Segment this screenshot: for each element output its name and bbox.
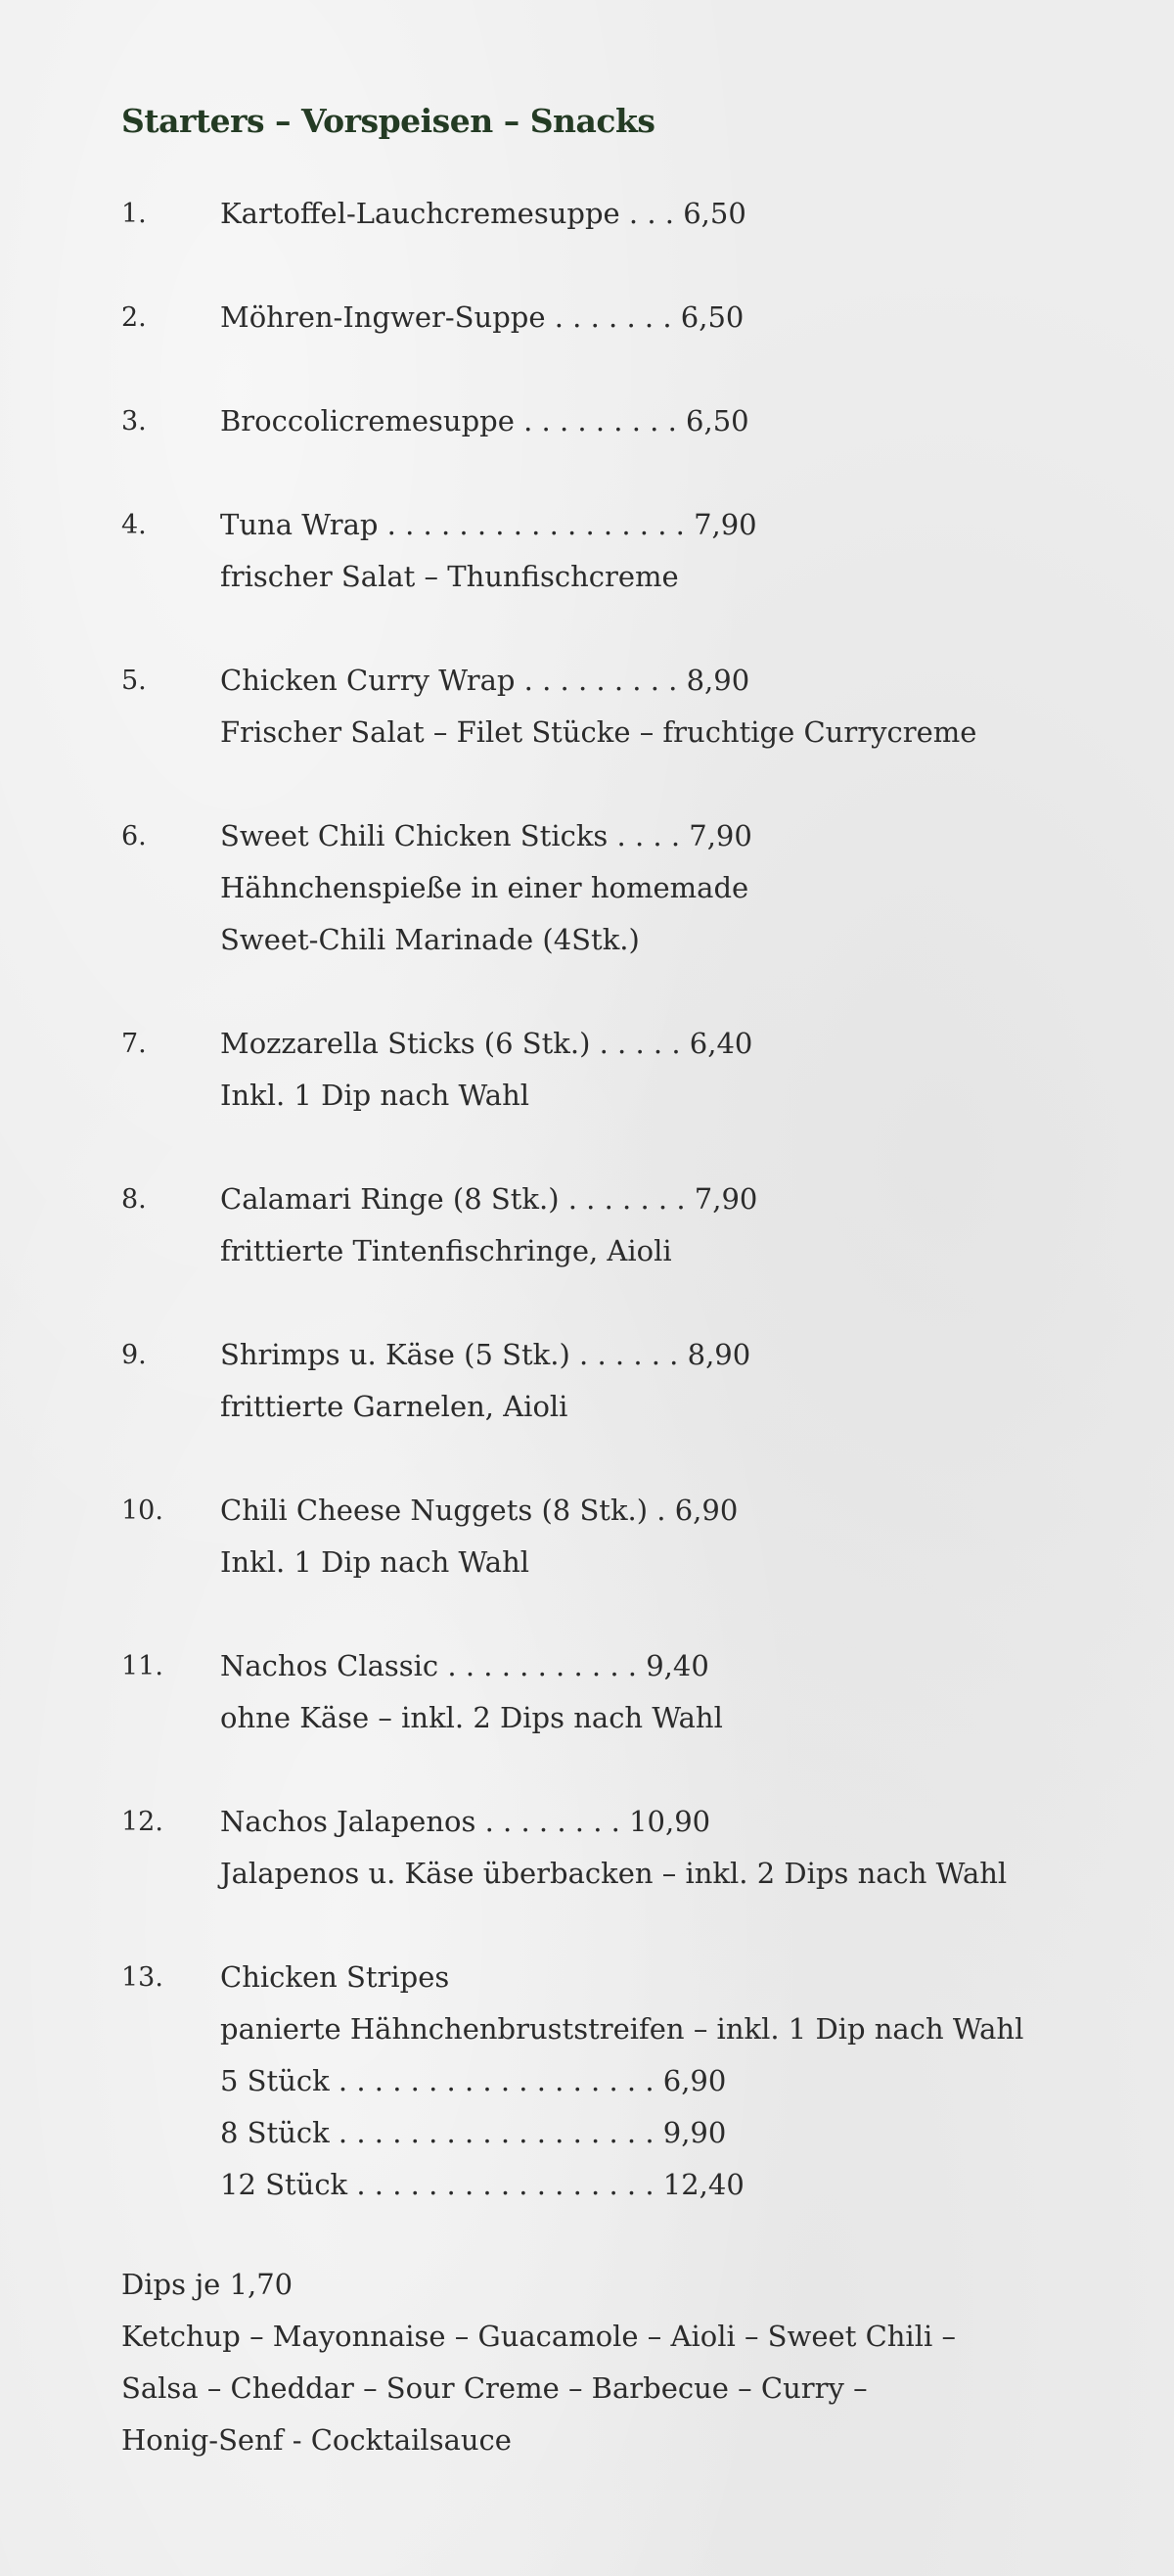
item-size-price: 5 Stück . . . . . . . . . . . . . . . . . . 6,90 [220, 2064, 727, 2097]
item-name-price: Sweet Chili Chicken Sticks . . . . 7,90 [220, 819, 752, 852]
item-number: 6. [121, 821, 147, 851]
item-number: 10. [121, 1495, 163, 1526]
item-description: frittierte Garnelen, Aioli [220, 1390, 568, 1423]
dips-list-line: Salsa – Cheddar – Sour Creme – Barbecue – Curry – [121, 2371, 868, 2405]
item-description: panierte Hähnchenbruststreifen – inkl. 1 Dip nach Wahl [220, 2012, 1024, 2046]
menu-item-list [121, 188, 1100, 2211]
item-name-price: Nachos Jalapenos . . . . . . . . 10,90 [220, 1805, 711, 1838]
item-description: frischer Salat – Thunfischcreme [220, 560, 679, 593]
item-content [220, 1018, 1100, 1122]
item-description: ohne Käse – inkl. 2 Dips nach Wahl [220, 1701, 723, 1734]
dips-list-line: Ketchup – Mayonnaise – Guacamole – Aioli – Sweet Chili – [121, 2320, 956, 2353]
item-content [220, 655, 1100, 759]
menu-item [121, 1640, 1100, 1744]
item-description: Sweet-Chili Marinade (4Stk.) [220, 923, 640, 956]
dips-heading: Dips je 1,70 [121, 2268, 294, 2301]
item-content [220, 1329, 1100, 1433]
menu-item [121, 1485, 1100, 1588]
menu-item [121, 499, 1100, 603]
item-description: Jalapenos u. Käse überbacken – inkl. 2 Dips nach Wahl [220, 1857, 1008, 1890]
item-size-price: 12 Stück . . . . . . . . . . . . . . . . . 12,40 [220, 2168, 745, 2201]
item-name-price: Tuna Wrap . . . . . . . . . . . . . . . . . 7,90 [220, 508, 757, 541]
item-content [220, 1640, 1100, 1744]
item-number: 9. [121, 1340, 147, 1370]
menu-item [121, 1796, 1100, 1900]
item-number: 5. [121, 666, 147, 696]
item-name-price: Calamari Ringe (8 Stk.) . . . . . . . 7,90 [220, 1182, 758, 1216]
item-content [220, 810, 1100, 966]
item-name-price: Kartoffel-Lauchcremesuppe . . . 6,50 [220, 197, 746, 230]
item-number: 3. [121, 406, 147, 437]
item-description: Inkl. 1 Dip nach Wahl [220, 1545, 530, 1579]
item-content [220, 292, 1100, 344]
menu-item [121, 1952, 1100, 2211]
item-name-price: Shrimps u. Käse (5 Stk.) . . . . . . 8,90 [220, 1338, 751, 1371]
item-number: 7. [121, 1029, 147, 1059]
item-name: Chicken Stripes [220, 1960, 450, 1994]
menu-item [121, 655, 1100, 759]
item-content [220, 188, 1100, 240]
item-content [220, 1952, 1100, 2211]
dips-list-line: Honig-Senf - Cocktailsauce [121, 2423, 512, 2457]
item-description: Frischer Salat – Filet Stücke – fruchtige Currycreme [220, 715, 977, 749]
item-number: 2. [121, 302, 147, 333]
item-number: 12. [121, 1807, 163, 1837]
item-size-price: 8 Stück . . . . . . . . . . . . . . . . . . 9,90 [220, 2116, 727, 2149]
menu-title: Starters – Vorspeisen – Snacks [121, 102, 655, 140]
item-name-price: Nachos Classic . . . . . . . . . . . 9,40 [220, 1649, 709, 1682]
menu-item [121, 292, 1100, 344]
menu-item [121, 1173, 1100, 1277]
item-content [220, 1796, 1100, 1900]
item-number: 11. [121, 1651, 163, 1681]
menu-item [121, 395, 1100, 447]
item-content [220, 499, 1100, 603]
menu-item [121, 1018, 1100, 1122]
dips-section [121, 2259, 1100, 2466]
item-name-price: Mozzarella Sticks (6 Stk.) . . . . . 6,40 [220, 1027, 753, 1060]
item-name-price: Broccolicremesuppe . . . . . . . . . 6,50 [220, 404, 749, 437]
menu-section [121, 96, 1100, 2466]
item-name-price: Chicken Curry Wrap . . . . . . . . . 8,90 [220, 664, 750, 697]
item-name-price: Möhren-Ingwer-Suppe . . . . . . . 6,50 [220, 300, 745, 334]
item-description: frittierte Tintenfischringe, Aioli [220, 1234, 672, 1267]
menu-item [121, 810, 1100, 966]
item-description: Inkl. 1 Dip nach Wahl [220, 1079, 530, 1112]
item-number: 13. [121, 1962, 163, 1993]
item-number: 4. [121, 510, 147, 540]
item-number: 8. [121, 1184, 147, 1215]
item-content [220, 395, 1100, 447]
item-content [220, 1485, 1100, 1588]
menu-item [121, 188, 1100, 240]
item-description: Hähnchenspieße in einer homemade [220, 871, 749, 904]
menu-item [121, 1329, 1100, 1433]
item-content [220, 1173, 1100, 1277]
item-number: 1. [121, 199, 147, 229]
item-name-price: Chili Cheese Nuggets (8 Stk.) . 6,90 [220, 1494, 739, 1527]
